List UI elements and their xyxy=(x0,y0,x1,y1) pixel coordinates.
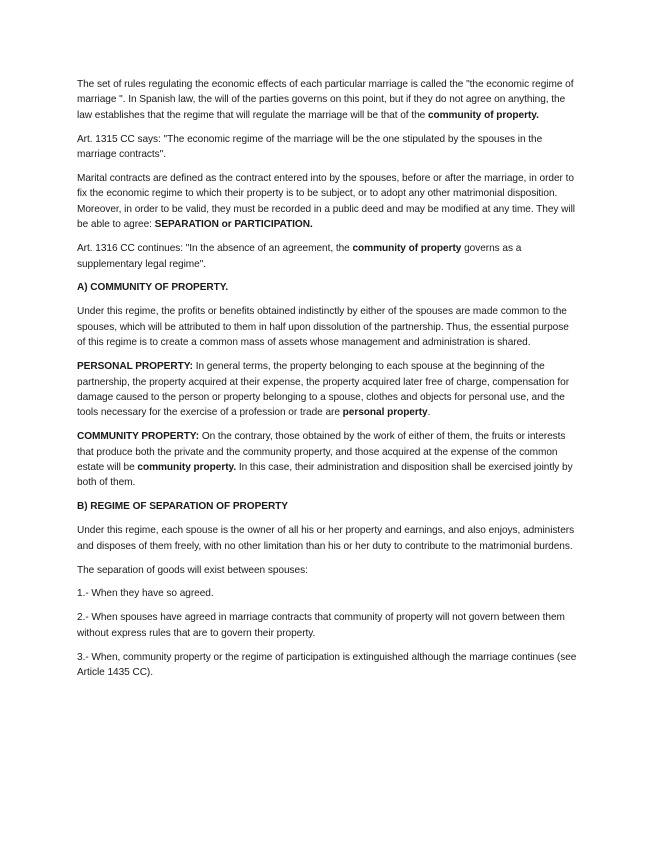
paragraph-art-1316 xyxy=(77,241,579,272)
list-item: 1.- When they have so agreed. xyxy=(77,588,214,600)
intro-text: The set of rules regulating the economic effects of each particular marriage is called the "the economic regime of marriage ". In Spanish law, the will of the parties governs on this point, but if they do not agree on anything, the law establishes that the regime that will regulate the marriage will be that of the xyxy=(77,79,574,121)
paragraph-community-property xyxy=(77,429,579,491)
art-1316-text-a: Art. 1316 CC continues: "In the absence of an agreement, the xyxy=(77,243,353,255)
paragraph-personal-property xyxy=(77,359,579,421)
paragraph-separation-regime xyxy=(77,523,579,554)
intro-bold: community of property. xyxy=(427,109,539,121)
list-item: 2.- When spouses have agreed in marriage contracts that community of property will not govern between them without express rules that are to govern their property. xyxy=(77,612,565,639)
art-1316-bold: community of property xyxy=(352,243,462,255)
heading-community-of-property: A) COMMUNITY OF PROPERTY. xyxy=(77,282,229,294)
list-item: 3.- When, community property or the regime of participation is extinguished although the marriage continues (see Article 1435 CC). xyxy=(77,651,577,679)
personal-property-text-a: In general terms, the property belonging to each spouse at the beginning of the partnership, the property acquired at their expense, the property acquired later free of charge, compensation for damage caused to the person or property belonging to a spouse, clothes and objects for personal use, and the tools necessary for the exercise of a profession or trade are xyxy=(77,361,570,419)
community-property-label: COMMUNITY PROPERTY: xyxy=(77,431,200,443)
marital-contracts-bold: SEPARATION or PARTICIPATION. xyxy=(154,219,313,231)
paragraph-art-1315 xyxy=(77,132,579,163)
community-property-text-a: On the contrary, those obtained by the work of either of them, the fruits or interests that produce both the private and the community property, and those acquired at the expense of the common estate will be xyxy=(77,431,566,474)
paragraph-marital-contracts xyxy=(77,171,579,233)
community-regime-text: Under this regime, the profits or benefits obtained indistinctly by either of the spouses are made common to the spouses, which will be attributed to them in half upon dissolution of the partnership. Thus, the essential purpose of this regime is to create a common mass of assets whose management and administration is shared. xyxy=(77,306,569,349)
paragraph-community-regime xyxy=(77,304,579,350)
personal-property-text-b: . xyxy=(427,407,431,419)
separation-intro-text: The separation of goods will exist between spouses: xyxy=(77,564,308,576)
personal-property-bold: personal property xyxy=(342,407,428,419)
marital-contracts-text: Marital contracts are defined as the contract entered into by the spouses, before or after the marriage, in order to fix the economic regime to which their property is to be subject, or to adopt any other matrimonial disposition. Moreover, in order to be valid, they must be recorded in a public deed and may be modified at any time. They will be able to agree: xyxy=(77,173,575,231)
separation-regime-text: Under this regime, each spouse is the owner of all his or her property and earnings, and also enjoys, administers and disposes of them freely, with no other limitation than his or her duty to contribute to the matrimonial burdens. xyxy=(77,525,575,552)
paragraph-separation-intro xyxy=(77,563,579,578)
community-property-bold: community property. xyxy=(137,462,237,474)
art-1315-text: Art. 1315 CC says: "The economic regime of the marriage will be the one stipulated by the spouses in the marriage contracts". xyxy=(77,133,543,161)
art-1316-text-b: governs as a supplementary legal regime". xyxy=(77,243,522,270)
community-property-text-b: In this case, their administration and disposition shall be exercised jointly by both of them. xyxy=(77,462,573,489)
personal-property-label: PERSONAL PROPERTY: xyxy=(77,361,193,373)
heading-separation-of-property: B) REGIME OF SEPARATION OF PROPERTY xyxy=(77,501,288,513)
paragraph-intro xyxy=(77,77,579,123)
